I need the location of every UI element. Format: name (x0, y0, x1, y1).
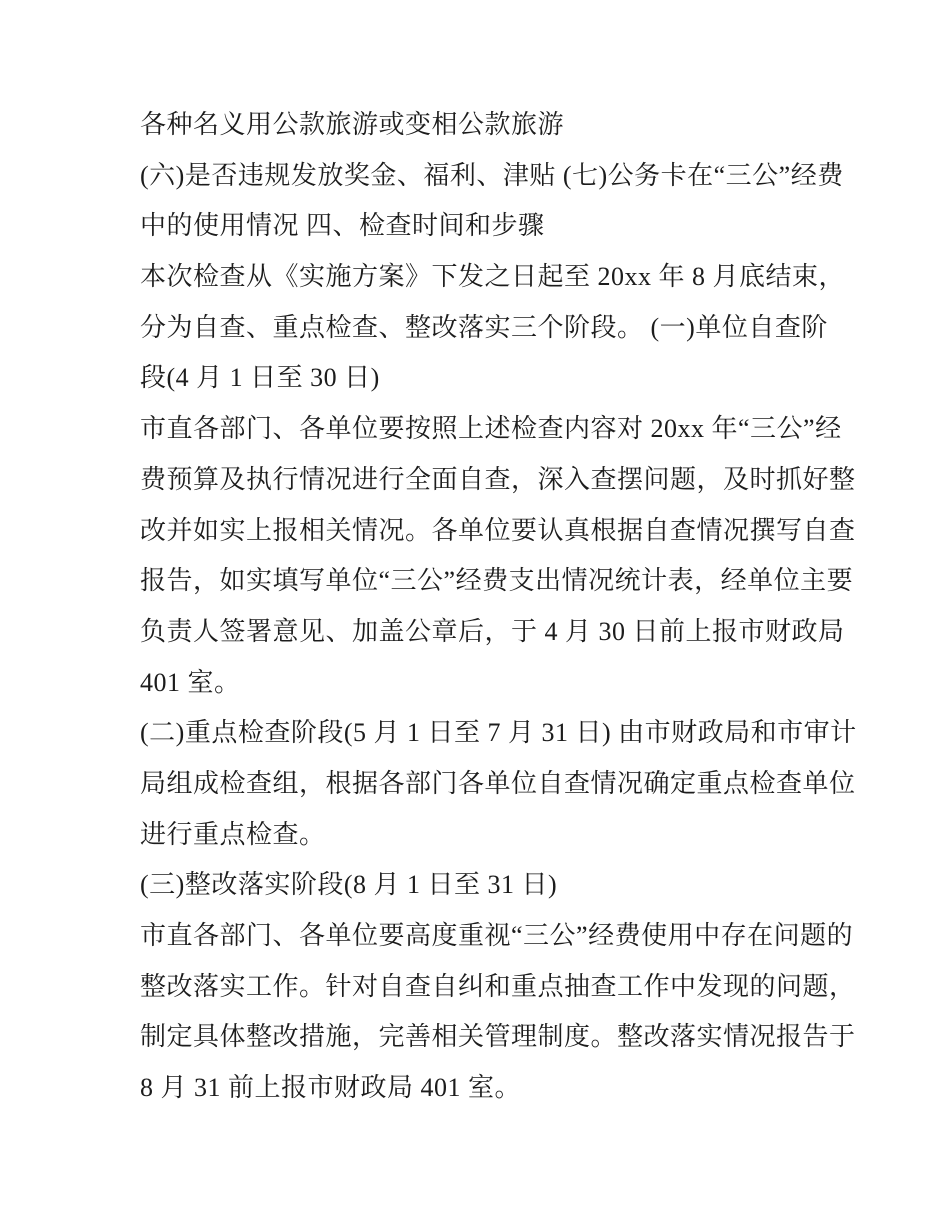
document-line: 8 月 31 前上报市财政局 401 室。 (140, 1073, 522, 1103)
document-line: 各种名义用公款旅游或变相公款旅游 (140, 110, 565, 139)
document-line: 分为自查、重点检查、整改落实三个阶段。 (一)单位自查阶 (140, 312, 828, 342)
document-line: (三)整改落实阶段(8 月 1 日至 31 日) (140, 870, 558, 900)
document-line: 进行重点检查。 (140, 819, 326, 849)
document-line: 费预算及执行情况进行全面自查，深入查摆问题，及时抓好整 (140, 464, 856, 494)
document-line: 负责人签署意见、加盖公章后，于 4 月 30 日前上报市财政局 (140, 616, 845, 646)
document-line: 整改落实工作。针对自查自纠和重点抽查工作中发现的问题， (140, 971, 856, 1001)
document-line: 市直各部门、各单位要按照上述检查内容对 20xx 年“三公”经 (140, 414, 842, 444)
document-line: 中的使用情况 四、检查时间和步骤 (140, 211, 545, 241)
document-line: 改并如实上报相关情况。各单位要认真根据自查情况撰写自查 (140, 515, 856, 545)
document-line: (六)是否违规发放奖金、福利、津贴 (七)公务卡在“三公”经费 (140, 160, 844, 190)
document-line: 401 室。 (140, 667, 241, 697)
document-line: 段(4 月 1 日至 30 日) (140, 363, 380, 393)
document-line: 局组成检查组，根据各部门各单位自查情况确定重点检查单位 (140, 768, 856, 798)
document-line: 报告，如实填写单位“三公”经费支出情况统计表，经单位主要 (140, 566, 854, 596)
document-line: 本次检查从《实施方案》下发之日起至 20xx 年 8 月底结束， (140, 262, 846, 292)
document-line: (二)重点检查阶段(5 月 1 日至 7 月 31 日) 由市财政局和市审计 (140, 718, 857, 748)
document-text-block (140, 100, 857, 1114)
document-line: 制定具体整改措施，完善相关管理制度。整改落实情况报告于 (140, 1022, 856, 1052)
document-line: 市直各部门、各单位要高度重视“三公”经费使用中存在问题的 (140, 921, 854, 950)
